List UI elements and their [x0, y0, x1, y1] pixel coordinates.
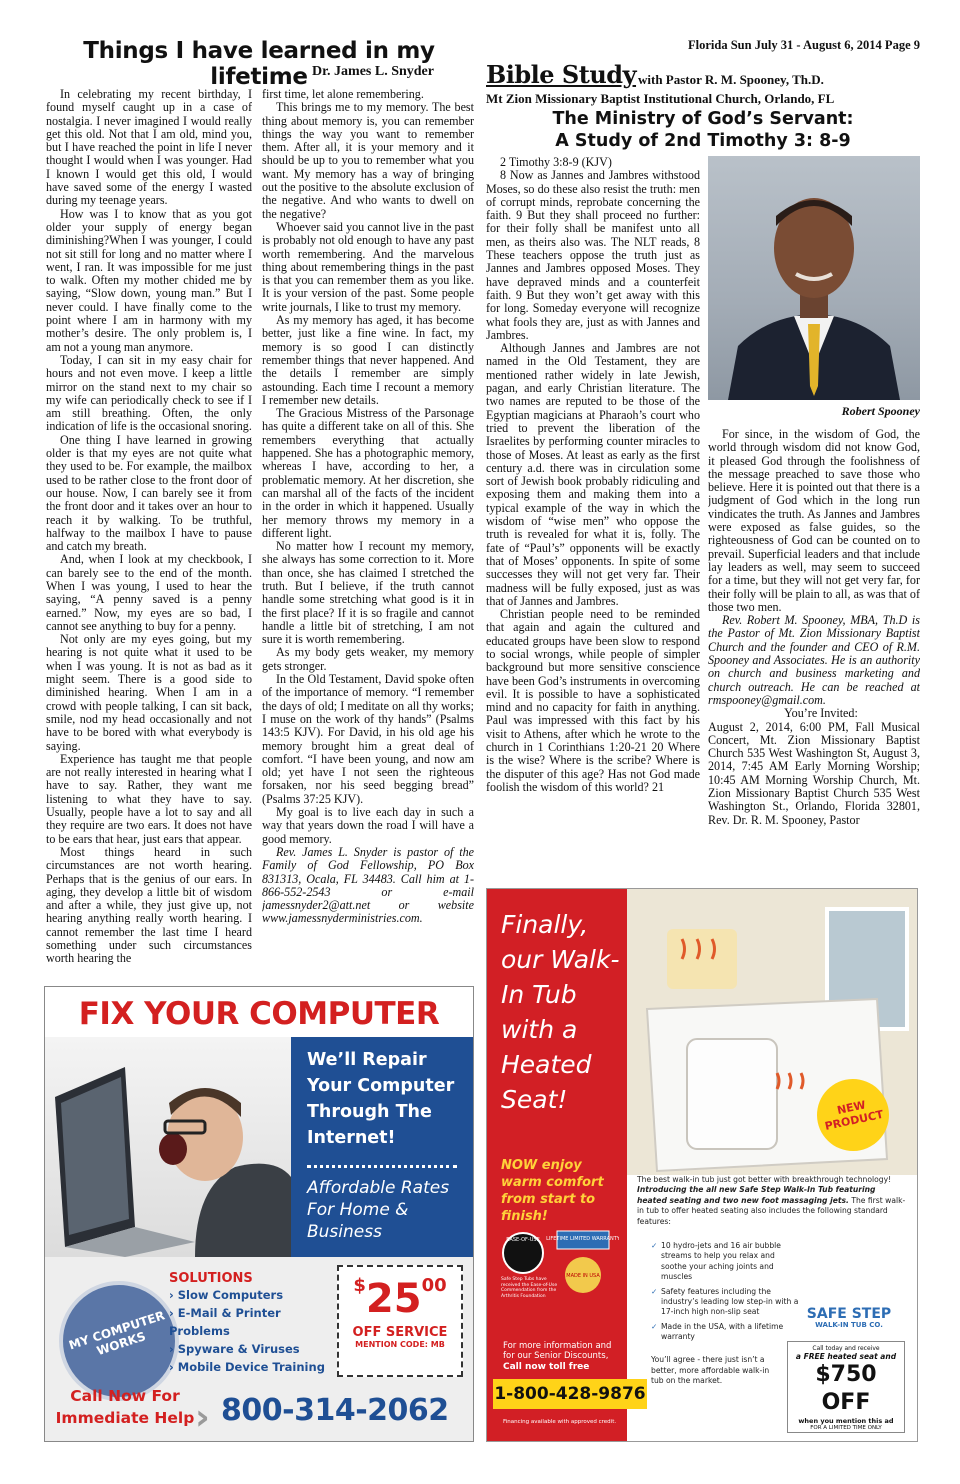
offer-limited: FOR A LIMITED TIME ONLY	[810, 1425, 882, 1431]
intro-plain: The best walk-in tub just got better with breakthrough technology!	[637, 1175, 892, 1184]
offer-call: Call today and receive	[812, 1345, 880, 1352]
offer-free: a FREE heated seat and	[795, 1352, 897, 1361]
author-bio: Rev. James L. Snyder is pastor of the Family of God Fellowship, PO Box 831313, Ocala, FL 34483. Call him at 1-866-552-2543 or e-mail jamessnyder2@att.net or website www.jamessnyderministries.com.	[262, 844, 474, 926]
paragraph: Whoever said you cannot live in the past is probably not old enough to have any past worth remembering. And the marvelous thing about remembering things in the past is that you can remember them as you like. It is your version of the past. Some people write journals, I like to trust my memory.	[262, 219, 474, 314]
ad-headline: FIX YOUR COMPUTER	[78, 996, 440, 1032]
paragraph: Although Jannes and Jambres are not named in the Old Testament, they are mentioned rather widely in late Jewish, pagan, and early Christian literature. The two names are reputed to be those of the Egyptian magicians at Pharaoh’s court who tried to prevent the liberation of the Israelites by performing counter miracles to those of Moses. At least as early as the first century a.d. there was in circulation some sort of Jewish book probably ridiculing and exposing them and making them into a typical example of the way in which the wisdom of “wise men” who oppose the truth is revealed for what it is, folly. The fate of “Paul’s” opponents will be exactly that of Moses’ opponents. In spite of some successes they will not get very far. Their madness will be fully exposed, just as was that of Jannes and Jambres.	[486, 341, 700, 608]
headline-line-1: The Ministry of God’s Servant:	[552, 109, 854, 129]
badge-usa: MADE IN USA	[566, 1273, 600, 1279]
solution-item: › Spyware & Viruses	[169, 1342, 300, 1356]
feature-item: ✓ Made in the USA, with a lifetime warranty	[651, 1322, 801, 1343]
call-now-text: Call Now For Immediate Help	[55, 1387, 195, 1427]
article1-column-1	[46, 88, 252, 978]
chevron-right-icon: ›	[195, 1397, 210, 1438]
coupon-price: $^{\$}25^{00}$	[353, 1275, 447, 1322]
feature-item: ✓ Safety features including the industry’s leading low step-in with a 17-inch high non-slip seat	[651, 1287, 801, 1318]
computer-repair-ad[interactable]	[44, 986, 474, 1442]
paragraph: As my memory has aged, it has become better, just like a fine wine. In fact, my memory is so good I can distinctly remember things that never happened. And the details I remember are simply astounding. Each time I recount a memory I remember new details.	[262, 313, 474, 407]
bible-study-title: Bible Study	[486, 60, 637, 89]
coupon-label: OFF SERVICE	[352, 1325, 448, 1340]
invite-text: August 2, 2014, 6:00 PM, Fall Musical Concert, Mt. Zion Missionary Baptist Church 535 West Washington St, August 3, 2014, 7:45 AM Early Morning Worship; 10:45 AM Morning Worship Church, Mt. Zion Missionary Baptist Church 535 West Washington St., Orlando, Florida 32801, Rev. Dr. R. M. Spooney, Pastor	[708, 719, 920, 827]
walk-in-tub-ad[interactable]	[486, 888, 918, 1442]
intro-bold: Introducing the all new Safe Step Walk-In Tub featuring heated seating and two new foot massaging jets.	[637, 1185, 876, 1205]
solution-item: › Mobile Device Training	[169, 1360, 325, 1374]
article2-column-1	[486, 156, 700, 886]
new-product-badge: NEW PRODUCT	[810, 1072, 895, 1157]
paragraph: For since, in the wisdom of God, the world through wisdom did not know God, it pleased God through the foolishness of the message preached to save those who believe. Here it is pointed out that there is a judgment of God which in the long run vindicates the truth. As Jannes and Jambres were exposed as false guides, so the righteousness of God can be counted on to prevail. Superficial leaders and that include lay leaders as well, may seem to succeed for a time, but they will not get very far, for their folly will be plain to all, as was that of those two men.	[708, 428, 920, 614]
rates-text: Affordable Rates For Home & Business	[307, 1178, 450, 1242]
solution-item: › Slow Computers	[169, 1288, 284, 1302]
paragraph: And, when I look at my checkbook, I can barely see to the end of the month. When I was young, I used to hear the saying, “A penny saved is a penny earned.” Now, my eyes are so bad, I cannot see anything to buy for a penny.	[46, 552, 252, 633]
tub-intro	[637, 1175, 907, 1227]
offer-mention: when you mention this ad	[798, 1417, 894, 1425]
tub-slogan: Finally, our Walk-In Tub with a Heated Seat!	[501, 910, 620, 1114]
my-computer-works-logo	[59, 1281, 179, 1401]
paragraph: How was I to know that as you got older your supply of energy began diminishing?When I was younger, I could not sit still for long and no matter where I went, I ran. It was impossible for me just to walk. Often my mother chided me by saying, “Slow down, young man.” But I never could. I have finally come to the point where I am in harmony with my mother’s desire. The only problem is, I am not a young man anymore.	[46, 206, 252, 354]
financing-note: Financing available with approved credit.	[503, 1419, 617, 1425]
bible-study-pastor: with Pastor R. M. Spooney, Th.D.	[638, 72, 824, 87]
paragraph: Today, I can sit in my easy chair for hours and not even move. I keep a little mirror on the stand next to my chair so my wife can periodically check to see if I am still breathing. Often, the only indication of life is the occasional snoring.	[46, 352, 252, 434]
paragraph: One thing I have learned in growing older is that my eyes are not quite what they used to be. For example, the mailbox used to be rather close to the front door of our house. Now, I can barely see it from the front door and it takes over an hour to reach it by walking. To be truthful, halfway to the mailbox I have to pause and catch my breath.	[46, 432, 252, 554]
paragraph: My goal is to live each day in such a way that years down the road I will have a good memory.	[262, 805, 474, 846]
ad-lower-panel	[45, 1257, 473, 1442]
coupon[interactable]	[337, 1265, 463, 1377]
ad-blue-panel	[291, 1037, 474, 1257]
coupon-code: MENTION CODE: MB	[355, 1340, 445, 1349]
tub-offer-box[interactable]	[787, 1341, 905, 1433]
brand-name: SAFE STEP	[806, 1306, 892, 1322]
badge-ease-of-use: EASE-OF-USE	[506, 1237, 540, 1243]
article2-headline	[486, 108, 920, 152]
feature-list	[651, 1241, 801, 1347]
award-badges	[501, 1229, 619, 1325]
intro-rest: The first walk-in tub to offer heated seating also includes the following standard features:	[637, 1195, 906, 1226]
screaming-man-image	[45, 1037, 291, 1257]
paragraph: Most things heard in such circumstances are not worth hearing. Perhaps that is the genius of our ears. In aging, they develop a little bit of wisdom and after a while, they just give up, not hearing anything really worth hearing. I cannot remember the last time I heard something under such circumstances worth hearing the	[46, 844, 252, 966]
man-at-laptop-icon	[45, 1037, 291, 1257]
author-bio: Rev. Robert M. Spooney, MBA, Th.D is the Pastor of Mt. Zion Missionary Baptist Church and the founder and CEO of R.M. Spooney and Associates. He is an authority on church and business marketing and church outreach. He can be reached at rmspooney@gmail.com.	[708, 613, 920, 707]
solutions-title: SOLUTIONS	[169, 1271, 253, 1286]
paragraph: In celebrating my recent birthday, I found myself caught up in a case of nostalgia. I never imagined I would really get this old. Not that I am old, mind you, but I have reached the point in life I never thought I would when I was younger. Had I known I would get this old, I would have saved some of the energy I wasted during my teenage years.	[46, 88, 252, 208]
safe-step-logo	[789, 1307, 909, 1330]
solutions-list	[169, 1271, 339, 1376]
page-header: Florida Sun July 31 - August 6, 2014 Page 9	[688, 38, 920, 52]
photo-caption: Robert Spooney	[841, 404, 920, 418]
paragraph: Not only are my eyes going, but my hearing is not quite what it used to be when I was young. It is not as bad as it might seem. There is a good side to diminished hearing. When I am in a crowd with people talking, I can sit back, smile, nod my head occasionally and not have to be bored with what everybody is saying.	[46, 632, 252, 753]
toll-free-text: Call now toll free	[503, 1362, 590, 1372]
logo-text: MY COMPUTER WORKS	[67, 1308, 167, 1359]
repair-tagline: We’ll Repair Your Computer Through The Internet!	[307, 1050, 455, 1148]
article1-title: Things I have learned in my lifetime	[83, 38, 435, 90]
pastor-portrait-icon	[708, 156, 920, 400]
article1-column-2	[262, 88, 474, 978]
now-enjoy-text: NOW enjoy warm comfort from start to finish!	[501, 1158, 604, 1224]
paragraph: This brings me to my memory. The best thing about memory is, you can remember things the way you want to remember them. After all, it is your memory and it should be up to you to remember what you want. My memory has a way of bringing out the positive to the absolute exclusion of the negative. And who wants to dwell on the negative?	[262, 100, 474, 221]
pastor-photo	[708, 156, 920, 400]
brand-sub: WALK-IN TUB CO.	[815, 1321, 883, 1329]
tub-ad-red-panel	[487, 889, 627, 1442]
dotted-divider	[307, 1165, 457, 1168]
paragraph: 2 Timothy 3:8-9 (KJV)	[500, 156, 612, 169]
paragraph: In the Old Testament, David spoke often of the importance of memory. “I remember the days of old; I meditate on all thy works; I muse on the work of thy hands” (Psalms 143:5 KJV). For David, in his old age his memory brought him a great deal of comfort. “I have been young, and now am old; yet have I not seen the righteous forsaken, nor his seed begging bread” (Psalms 37:25 KJV).	[262, 672, 474, 806]
paragraph: 8 Now as Jannes and Jambres withstood Moses, so do these also resist the truth: men of corrupt minds, reprobate concerning the faith. 9 But they shall proceed no further: for their folly shall be manifest unto all men, as theirs also was. The NLT reads, 8 These teachers oppose the truth just as Jannes and Jambres opposed Moses. They have depraved minds and a counterfeit faith. 9 But they won’t get away with this for long. Someday everyone will recognize what fools they are, just as with Jannes and Jambres.	[486, 168, 700, 342]
article2-column-2	[708, 428, 920, 888]
offer-amount: $750 OFF	[815, 1362, 877, 1415]
paragraph: Experience has taught me that people are not really interested in hearing what I have to say. Rather, they want me listening to what they have to say. Usually, people have a lot to say and all they require are two ears. It does not have to be ears that hear, just ears that appear.	[46, 751, 252, 846]
badge-caption: Safe Step Tubs have received the Ease-of-Use Commendation from the Arthritis Foundation	[501, 1277, 558, 1299]
paragraph: The Gracious Mistress of the Parsonage has quite a different take on all of this. She remembers everything that actually happened. She has a photographic memory, whereas I have, according to her, a problematic memory. At her discretion, she can marshal all of the facts of the incident in the order in which it happened. Usually her memory throws my memory in a different light.	[262, 406, 474, 540]
paragraph: As my body gets weaker, my memory gets stronger.	[262, 645, 474, 673]
paragraph: first time, let alone remembering.	[262, 88, 424, 101]
paragraph: No matter how I recount my memory, she always has some correction to it. More than once, she has claimed I stretched the truth. But I believe, if the truth cannot handle some stretching what good is it in the first place? If it is so fragile and cannot handle a little bit of stretching, I am not sure it is worth remembering.	[262, 539, 474, 647]
article1-byline: Dr. James L. Snyder	[312, 64, 434, 79]
headline-line-2: A Study of 2nd Timothy 3: 8-9	[555, 131, 851, 151]
tub-ad-phone[interactable]: 1-800-428-9876	[493, 1379, 647, 1409]
bible-study-church: Mt Zion Missionary Baptist Institutional Church, Orlando, FL	[486, 91, 835, 106]
feature-item: ✓ 10 hydro-jets and 16 air bubble streams to help you relax and soothe your aching joints and muscles	[651, 1241, 801, 1283]
badge-warranty: LIFETIME LIMITED WARRANTY	[546, 1236, 619, 1242]
paragraph: Christian people need to be reminded that again and again the cultured and educated groups have been slow to respond to social wrongs, while people of simpler background but more sensitive conscience have been God’s instruments in overcoming evil. It is possible to have a sophisticated mind and no capacity for faith in anything. Paul was impressed with this fact by his visit to Athens, after which he wrote to the church in 1 Corinthians 1:20-21 20 Where is the wise? Where is the scribe? Where is the disputer of this age? Has not God made foolish the wisdom of this world? 21	[486, 607, 700, 794]
more-info-text: For more information and for our Senior Discounts,	[503, 1341, 612, 1361]
solution-item: › E-Mail & Printer Problems	[169, 1306, 281, 1338]
agree-text: You’ll agree - there just isn’t a better, more affordable walk-in tub on the market.	[651, 1355, 770, 1386]
computer-ad-phone[interactable]: 800-314-2062	[221, 1393, 449, 1428]
invite-title: You’re Invited:	[784, 706, 858, 721]
